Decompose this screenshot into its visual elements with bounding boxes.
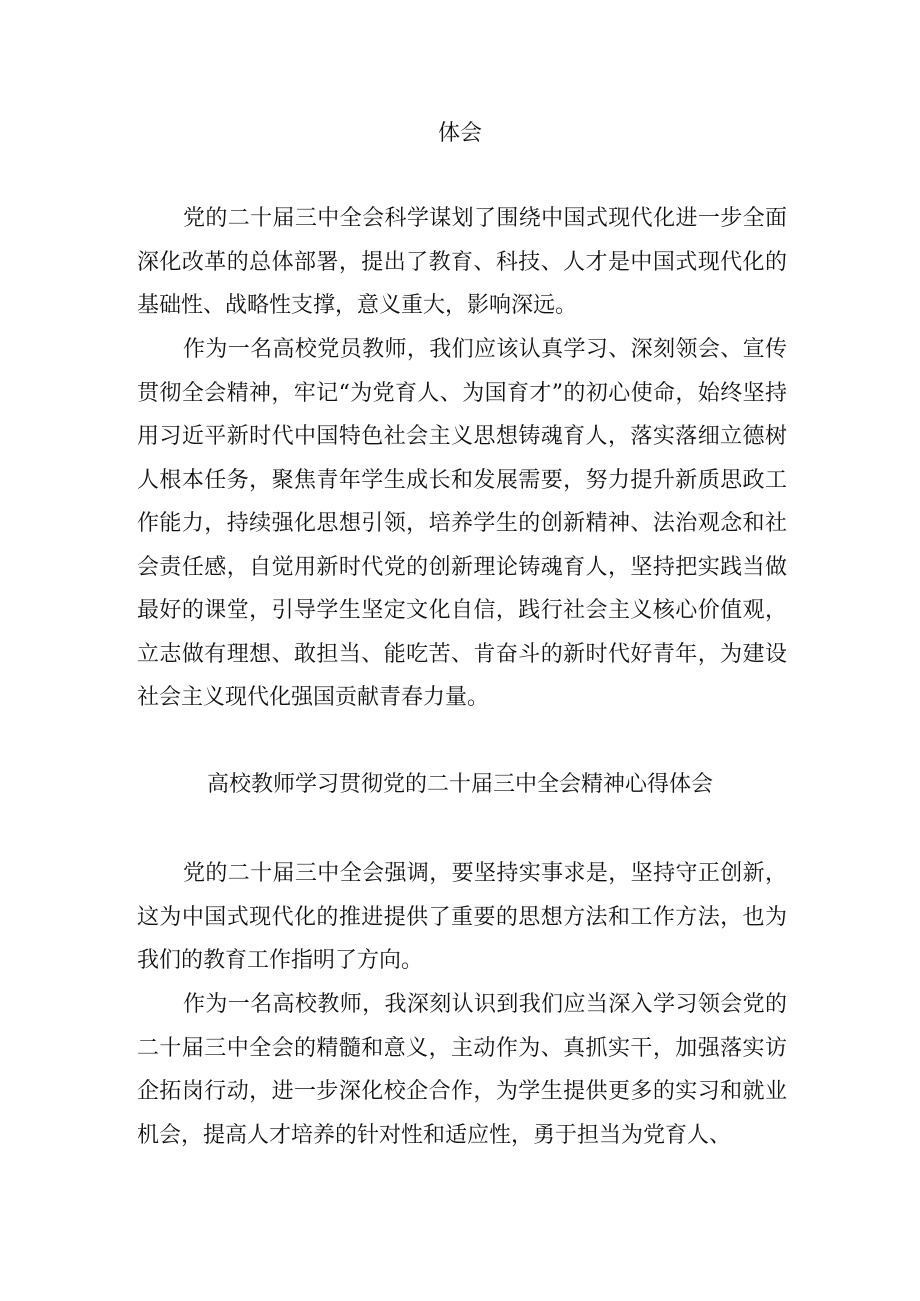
section-title: 高校教师学习贯彻党的二十届三中全会精神心得体会	[206, 772, 713, 797]
body-paragraph: 作为一名高校教师，我深刻认识到我们应当深入学习领会党的二十届三中全会的精髓和意义，主动作为、真抓实干，加强落实访企拓岗行动，进一步深化校企合作，为学生提供更多的实习和就业机会，提高人才培养的针对性和适应性，勇于担当为党育人、	[137, 992, 787, 1148]
body-paragraph: 作为一名高校党员教师，我们应该认真学习、深刻领会、宣传贯彻全会精神，牢记“为党育人、为国育才”的初心使命，始终坚持用习近平新时代中国特色社会主义思想铸魂育人，落实落细立德树人根本任务，聚焦青年学生成长和发展需要，努力提升新质思政工作能力，持续强化思想引领，培养学生的创新精神、法治观念和社会责任感，自觉用新时代党的创新理论铸魂育人，坚持把实践当做最好的课堂，引导学生坚定文化自信，践行社会主义核心价值观，立志做有理想、敢担当、能吃苦、肯奋斗的新时代好青年，为建设社会主义现代化强国贡献青春力量。	[137, 337, 787, 710]
section-title: 体会	[437, 121, 482, 146]
body-paragraph: 党的二十届三中全会强调，要坚持实事求是，坚持守正创新，这为中国式现代化的推进提供了重要的思想方法和工作方法，也为我们的教育工作指明了方向。	[137, 861, 787, 973]
body-paragraph: 党的二十届三中全会科学谋划了围绕中国式现代化进一步全面深化改革的总体部署，提出了教育、科技、人才是中国式现代化的基础性、战略性支撑，意义重大，影响深远。	[137, 206, 787, 318]
